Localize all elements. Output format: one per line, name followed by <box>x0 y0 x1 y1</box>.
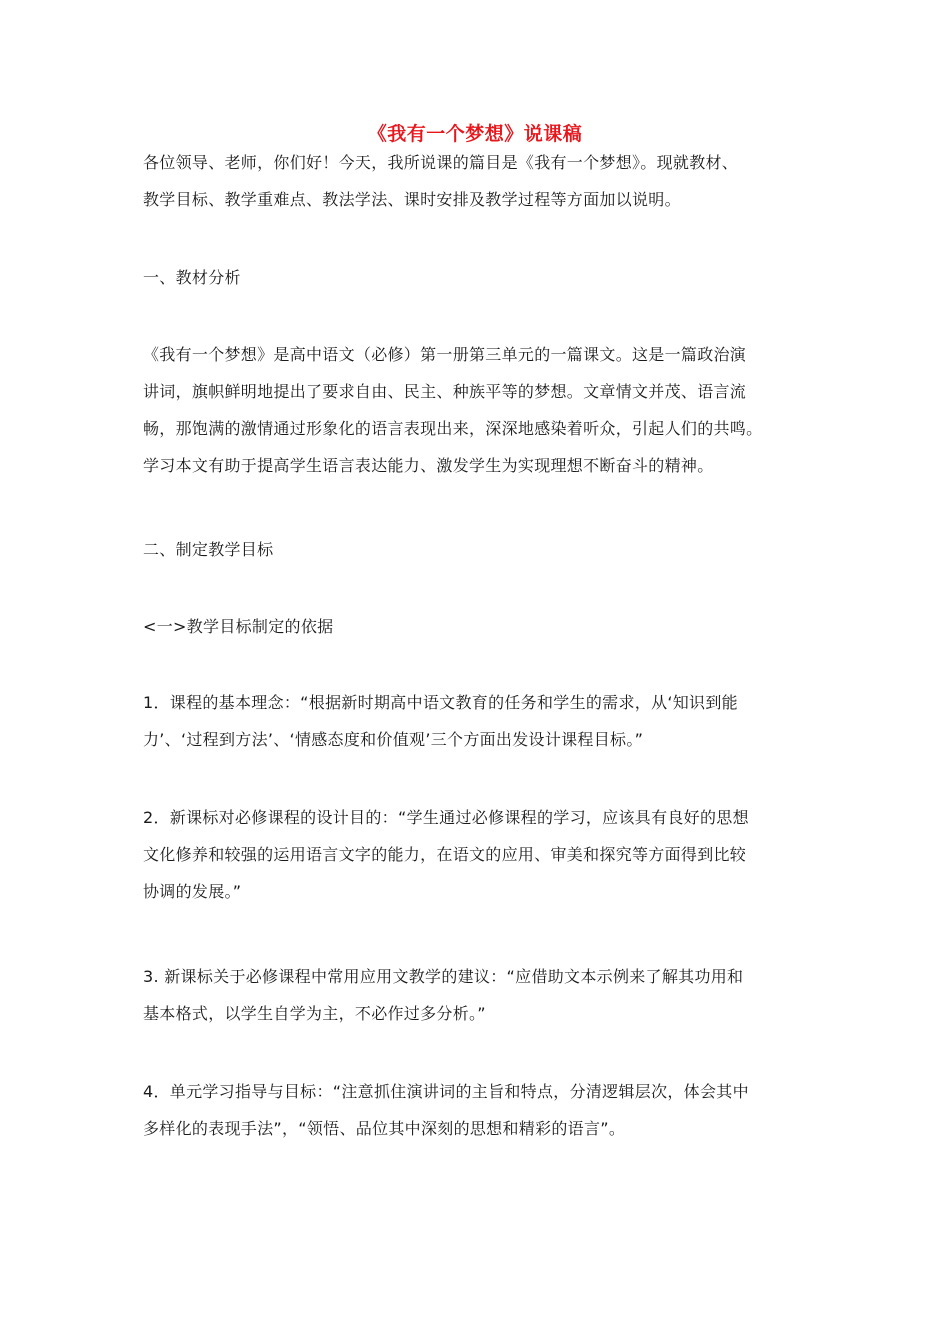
section-heading-objectives <box>143 531 823 568</box>
list-item-4 <box>143 1073 823 1147</box>
section-heading: 二、制定教学目标 <box>143 540 274 559</box>
list-item-line: 2．新课标对必修课程的设计目的：“学生通过必修课程的学习，应该具有良好的思想 <box>143 808 749 827</box>
intro-line: 教学目标、教学重难点、教法学法、课时安排及教学过程等方面加以说明。 <box>143 190 681 209</box>
paragraph-line: 畅，那饱满的激情通过形象化的语言表现出来，深深地感染着听众，引起人们的共鸣。 <box>143 419 763 438</box>
section-heading-materials <box>143 259 823 296</box>
list-item-line: 力’、‘过程到方法’、‘情感态度和价值观’三个方面出发设计课程目标。” <box>143 730 644 749</box>
intro-line: 各位领导、老师，你们好！今天，我所说课的篇目是《我有一个梦想》。现就教材、 <box>143 153 739 172</box>
list-item-line: 多样化的表现手法”，“领悟、品位其中深刻的思想和精彩的语言”。 <box>143 1119 626 1138</box>
list-item-1 <box>143 684 823 758</box>
list-item-line: 基本格式，以学生自学为主，不必作过多分析。” <box>143 1004 486 1023</box>
list-item-2 <box>143 799 823 910</box>
paragraph-line: 《我有一个梦想》是高中语文（必修）第一册第三单元的一篇课文。这是一篇政治演 <box>143 345 747 364</box>
list-item-3 <box>143 958 823 1032</box>
list-item-line: 1．课程的基本理念：“根据新时期高中语文教育的任务和学生的需求，从‘知识到能 <box>143 693 738 712</box>
list-item-line: 3. 新课标关于必修课程中常用应用文教学的建议：“应借助文本示例来了解其功用和 <box>143 967 744 986</box>
paragraph-line: 学习本文有助于提高学生语言表达能力、激发学生为实现理想不断奋斗的精神。 <box>143 456 714 475</box>
section-heading: 一、教材分析 <box>143 268 241 287</box>
list-item-line: 4．单元学习指导与目标：“注意抓住演讲词的主旨和特点，分清逻辑层次，体会其中 <box>143 1082 749 1101</box>
materials-paragraph <box>143 336 823 484</box>
intro-paragraph <box>143 144 823 218</box>
document-title: 《我有一个梦想》说课稿 <box>367 123 583 145</box>
list-item-line: 文化修养和较强的运用语言文字的能力，在语文的应用、审美和探究等方面得到比较 <box>143 845 747 864</box>
paragraph-line: 讲词，旗帜鲜明地提出了要求自由、民主、种族平等的梦想。文章情文并茂、语言流 <box>143 382 747 401</box>
subsection-heading-text: <一>教学目标制定的依据 <box>143 617 334 636</box>
subsection-heading <box>143 608 823 645</box>
list-item-line: 协调的发展。” <box>143 882 242 901</box>
